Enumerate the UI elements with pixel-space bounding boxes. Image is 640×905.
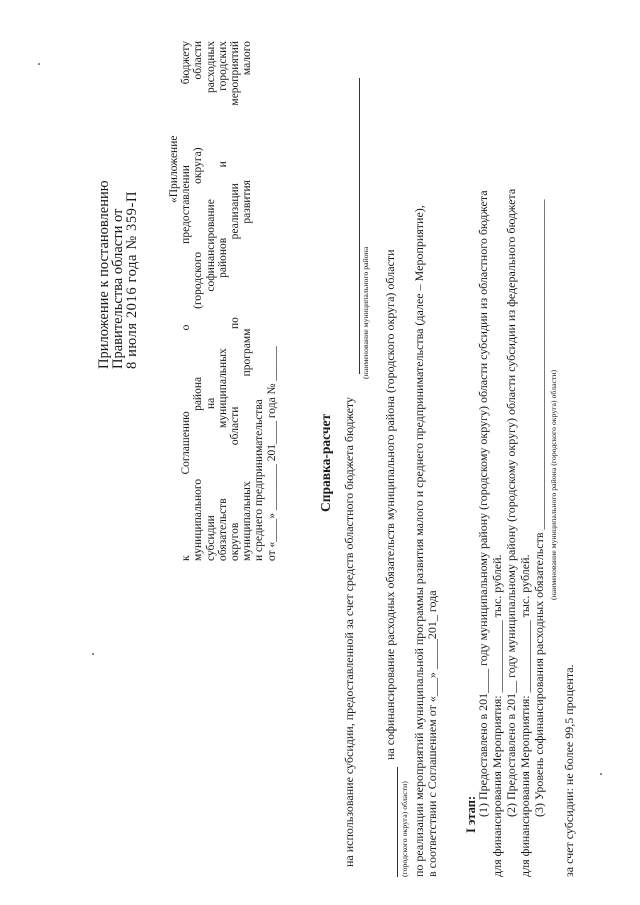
caption-municipality: (наименование муниципального района [361, 246, 370, 379]
annex-word: области [228, 406, 241, 446]
scan-speck [600, 774, 602, 776]
header-date: 8 июля 2016 года № 359-П [124, 190, 140, 369]
annex-word: бюджету [180, 41, 193, 85]
annex-word: предоставлении [180, 165, 193, 244]
annex-word: развития [241, 180, 254, 224]
annex-word: района [192, 376, 205, 411]
annex-word: городских [216, 41, 229, 91]
annex-word: и [216, 161, 229, 168]
annex-word: обязательств [216, 498, 229, 561]
name-blank-line-2 [397, 767, 398, 877]
annex-line [266, 41, 278, 561]
body-line-1: на использование субсидии, предоставленной за счет средств областного бюджета бюджету [342, 396, 356, 867]
document-title: Справка-расчет [318, 413, 333, 512]
annex-word: «Приложение [168, 135, 180, 203]
stage-item-2-cont: для финансирования Мероприятия: ____________ тыс. рублей. [518, 554, 532, 877]
caption-district: (городского округа) области) [400, 781, 409, 877]
annex-word: по [228, 317, 241, 329]
annex-word: малого [241, 41, 254, 76]
annex-line [253, 41, 265, 561]
stage-title: I этап: [464, 795, 478, 833]
annex-word: мероприятий [228, 41, 241, 106]
annex-line [205, 41, 217, 561]
stage-item-1: (1) Предоставлено в 201____ году муниципальному району (городскому округу) области субсидии из областного бюджета [476, 190, 490, 817]
body-line-2: на софинансирование расходных обязательств муниципального района (городского округа) области [383, 249, 397, 760]
body-line-3: по реализации мероприятий муниципальной программы развития малого и среднего предпринимательства (далее – Мероприятие), [412, 205, 426, 877]
annex-word: программ [241, 328, 254, 377]
stage-item-4: за счет субсидии: не более 99,5 процента. [562, 664, 576, 877]
annex-word: округа) [192, 147, 205, 184]
header-government: Правительства области от [110, 208, 126, 369]
body-line-4: в соответствии с Соглашением от «___» _____201_ года [425, 590, 439, 877]
annex-line [168, 41, 180, 561]
stage-item-2: (2) Предоставлено в 201__ году муниципальному району (городскому округу) области субсидии из федерального бюджета [504, 188, 518, 817]
annex-line [229, 41, 241, 561]
name-blank-line [359, 78, 360, 374]
annex-word: муниципальных [216, 348, 229, 428]
annex-word: и среднего предпринимательства [253, 399, 266, 561]
header-appendix: Приложение к постановлению [96, 180, 112, 369]
annex-word: о [180, 324, 193, 331]
scan-speck [38, 64, 40, 66]
annex-line [241, 41, 253, 561]
annex-word: субсидии [204, 515, 217, 561]
annex-word: реализации [228, 183, 241, 240]
annex-word: области [192, 41, 205, 80]
scan-speck [92, 654, 94, 656]
annex-word: расходных [204, 41, 217, 94]
stage-item-3: (3) Уровень софинансирования расходных обязательств _______________________________________________________ [532, 199, 546, 817]
annex-word: районов [216, 237, 229, 278]
annex-line [217, 41, 229, 561]
annex-word: от «____» ________ 201____ года № ______ [265, 346, 278, 561]
stage-item-1-cont: для финансирования Мероприятия: ____________ тыс. рублей. [490, 554, 504, 877]
annex-word: Соглашению [180, 411, 193, 475]
annex-word: к [180, 555, 193, 561]
annex-word: на [204, 397, 217, 410]
annex-word: муниципального [192, 478, 205, 561]
caption-item-3: (наименование муниципального района (городского округа) области) [549, 369, 558, 600]
annex-word: округов [228, 522, 241, 561]
annex-word: (городского [192, 251, 205, 309]
annex-word: муниципальных [241, 481, 254, 561]
annex-line [180, 41, 192, 561]
annex-block [168, 41, 278, 561]
annex-line [192, 41, 204, 561]
annex-word: софинансирование [204, 199, 217, 292]
